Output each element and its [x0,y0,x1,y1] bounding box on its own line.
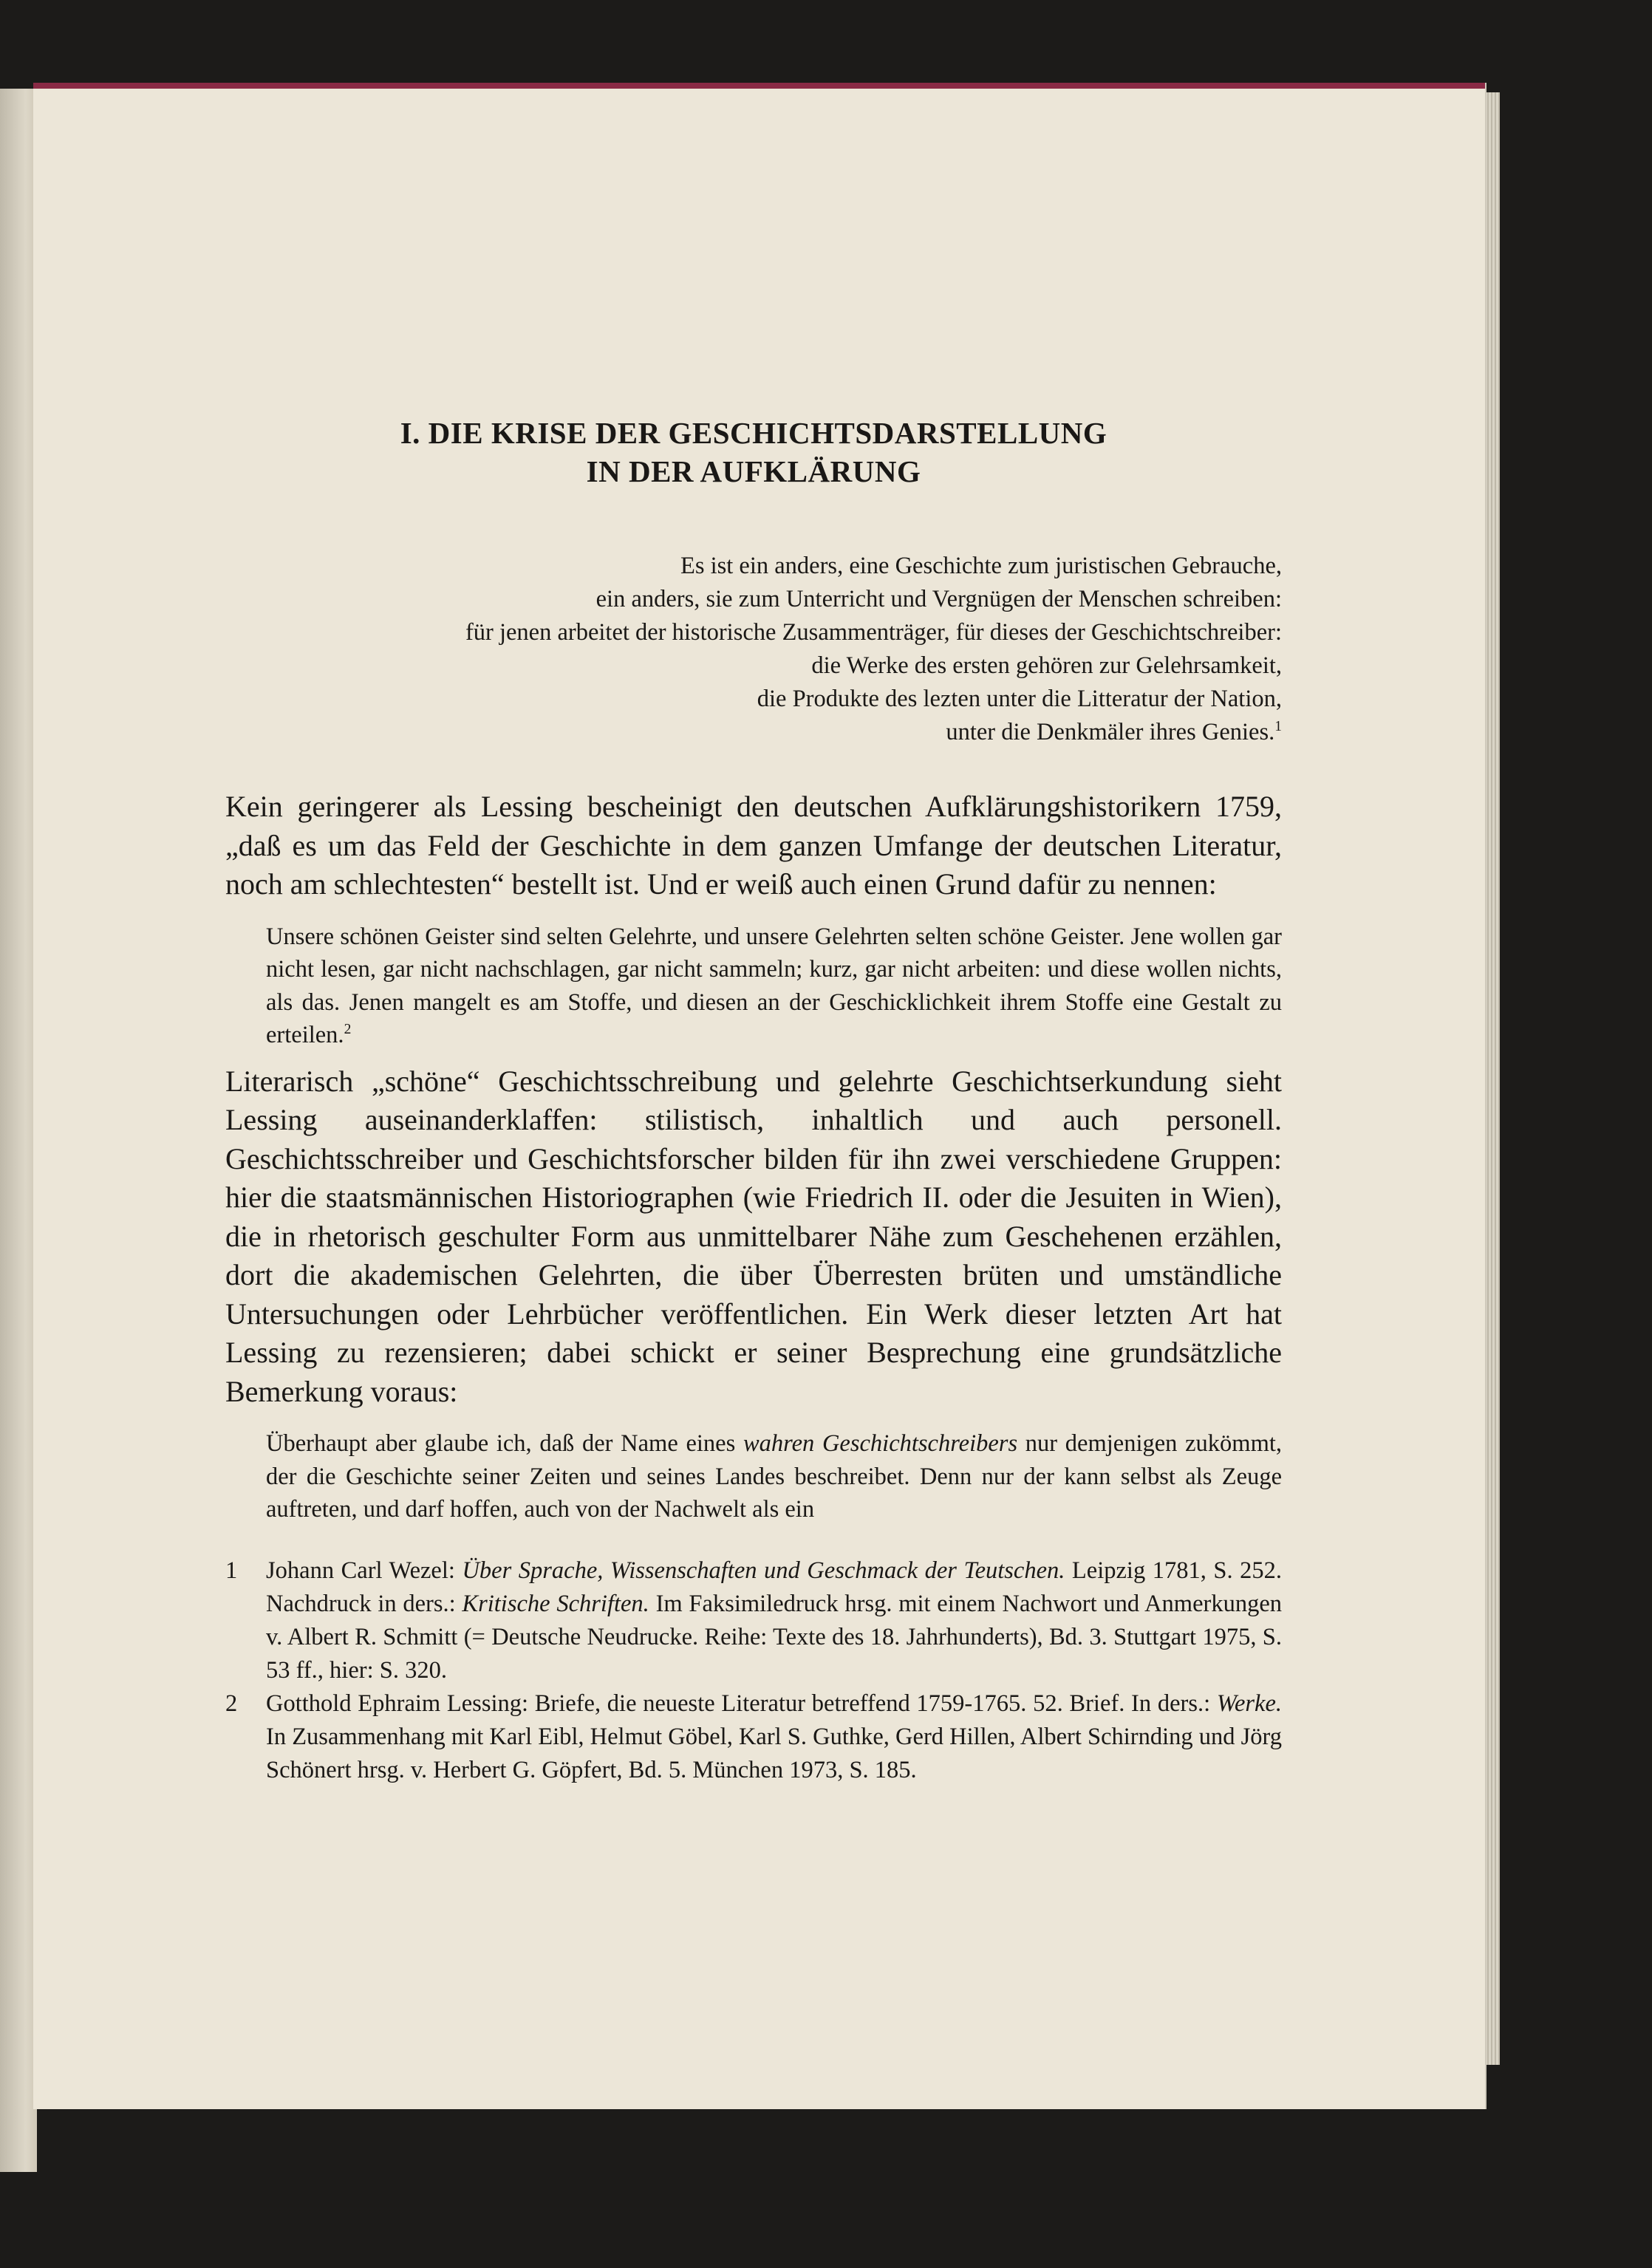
epigraph-line: ein anders, sie zum Unterricht und Vergnügen der Menschen schreiben: [595,586,1282,612]
paragraph-1: Kein geringerer als Lessing bescheinigt den deutschen Aufklärungshistorikern 1759, „daß es um das Feld der Geschichte in dem ganzen Umfange der deutschen Literatur, noch am schlechtesten“ bestellt ist. Und er weiß auch einen Grund dafür zu nennen: [225,790,1282,901]
block-quote-text: Unsere schönen Geister sind selten Gelehrte, und unsere Gelehrten selten schöne Geister. Jene wollen gar nicht lesen, gar nicht nachschlagen, gar nicht sammeln; kurz, gar nicht arbeiten: und diese wollen nichts, als das. Jenen mangelt es am Stoffe, und diesen an der Geschicklichkeit ihrem Stoffe eine Gestalt zu erteilen. [266,923,1282,1048]
epigraph-line: unter die Denkmäler ihres Genies. [946,719,1275,745]
fn-text: In Zusammenhang mit Karl Eibl, Helmut Göbel, Karl S. Guthke, Gerd Hillen, Albert Schirnding und Jörg Schönert hrsg. v. Herbert G. Göpfert, Bd. 5. München 1973, S. 185. [266,1723,1283,1783]
heading-line-2: IN DER AUFKLÄRUNG [586,454,921,488]
quote-text: nur demjenigen zukömmt, der die Geschichte seiner Zeiten und seines Landes beschreibet. Denn nur der kann selbst als Zeuge auftreten, und darf hoffen, auch von der Nachwelt als ein [266,1430,1283,1523]
paragraph-2: Literarisch „schöne“ Geschichtsschreibung und gelehrte Geschichtserkundung sieht Lessing auseinanderklaffen: stilistisch, inhaltlich und auch personell. Geschichtsschreiber und Geschichtsforscher bilden für ihn zwei verschiedene Gruppen: hier die staatsmännischen Historiographen (wie Friedrich II. oder die Jesuiten in Wien), die in rhetorisch geschulter Form aus unmittelbarer Nähe zum Geschehenen erzählen, dort die akademischen Gelehrten, die über Überresten brüten und umständliche Untersuchungen oder Lehrbücher veröffentlichen. Ein Werk dieser letzten Art hat Lessing zu rezensieren; dabei schickt er seiner Besprechung eine grundsätzliche Bemerkung voraus: [225,1064,1282,1408]
footnote-2 [225,1687,1282,1787]
footnotes [225,1554,1282,1787]
epigraph-line: die Produkte des lezten unter die Litteratur der Nation, [757,686,1282,712]
footnote-text [266,1687,1282,1787]
fn-text: Leipzig 1781, S. 252. Nachdruck in ders.: [266,1557,1282,1617]
fn-text: Im Faksimiledruck hrsg. mit einem Nachwort und Anmerkungen v. Albert R. Schmitt (= Deutsche Neudrucke. Reihe: Texte des 18. Jahrhunderts), Bd. 3. Stuttgart 1975, S. 53 ff., hier: S. 320. [266,1590,1283,1684]
block-quote-2 [266,1427,1282,1526]
quote-text: Überhaupt aber glaube ich, daß der Name eines [266,1430,743,1457]
footnote-text [266,1554,1282,1687]
footnote-1 [225,1554,1282,1687]
footnote-ref: 1 [1274,719,1282,735]
book-page [33,83,1485,2109]
heading-line-1: I. DIE KRISE DER GESCHICHTSDARSTELLUNG [400,416,1107,450]
epigraph-line: für jenen arbeitet der historische Zusammenträger, für dieses der Geschichtschreiber: [465,619,1282,646]
epigraph-line: Es ist ein anders, eine Geschichte zum juristischen Gebrauche, [680,553,1282,579]
fn-title: Über Sprache, Wissenschaften und Geschmack der Teutschen. [462,1557,1065,1584]
fn-title: Werke. [1216,1690,1282,1717]
page-content [225,414,1282,1787]
footnote-number: 1 [225,1557,238,1584]
fn-text: Johann Carl Wezel: [266,1557,463,1584]
chapter-heading [225,414,1282,491]
quote-emphasis: wahren Geschichtschreibers [743,1430,1018,1457]
fn-title: Kritische Schriften. [462,1590,649,1617]
footnote-ref: 2 [344,1022,352,1038]
footnote-number: 2 [225,1690,238,1717]
block-quote-1 [266,920,1282,1052]
epigraph-line-last [225,716,1282,749]
left-page-edge [0,89,37,2172]
epigraph [225,550,1282,749]
epigraph-line: die Werke des ersten gehören zur Gelehrsamkeit, [811,652,1282,679]
fn-text: Gotthold Ephraim Lessing: Briefe, die neueste Literatur betreffend 1759-1765. 52. Brief. In ders.: [266,1690,1217,1717]
